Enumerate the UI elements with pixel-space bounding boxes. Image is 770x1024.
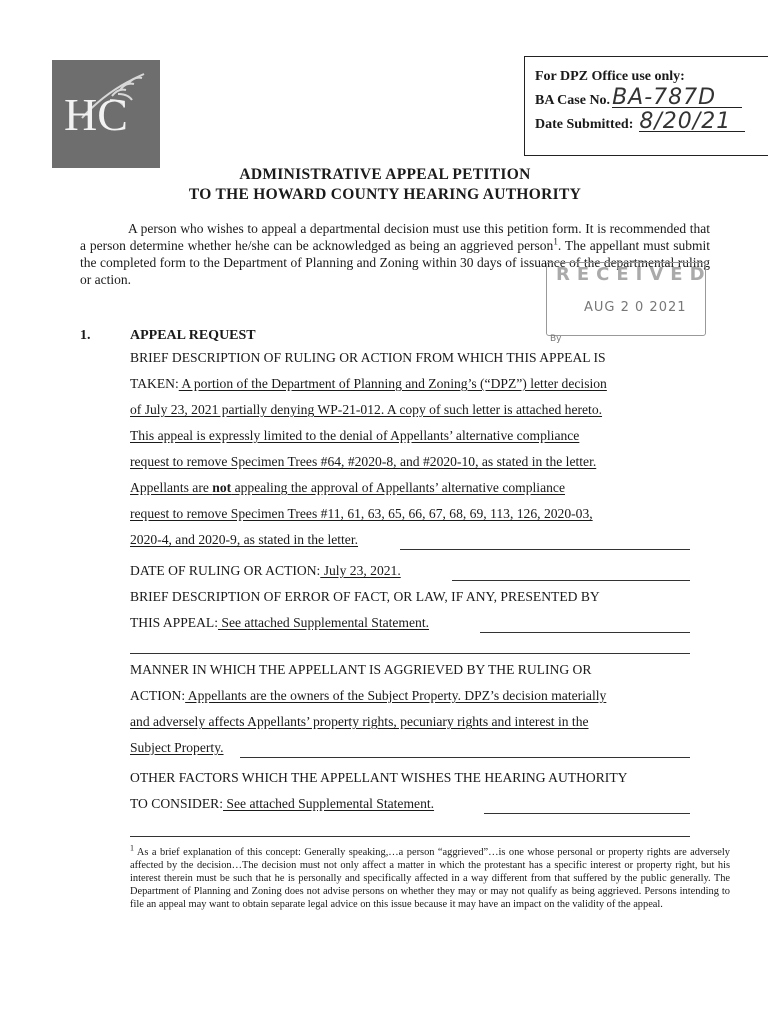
to-consider-label: TO CONSIDER: <box>130 796 224 811</box>
ruling-row-7: 2020-4, and 2020-9, as stated in the letter. <box>130 532 359 547</box>
date-submitted-label: Date Submitted: <box>535 117 634 132</box>
taken-label: TAKEN: <box>130 376 179 391</box>
case-number-label: BA Case No. <box>535 93 611 108</box>
document-title: ADMINISTRATIVE APPEAL PETITION <box>239 166 531 183</box>
svg-text:HC: HC <box>64 89 128 140</box>
wheat-logo-icon <box>52 60 160 168</box>
footnote <box>130 843 730 911</box>
stamp-by: By <box>550 334 562 344</box>
manner-row-3: Subject Property. <box>130 740 224 755</box>
ruling-row-4: request to remove Specimen Trees #64, #2020-8, and #2020-10, as stated in the letter. <box>130 454 597 469</box>
date-submitted-value: 8/20/21 <box>639 113 745 132</box>
other-factors-value: See attached Supplemental Statement. <box>223 796 435 811</box>
other-factors-label: OTHER FACTORS WHICH THE APPELLANT WISHES THE HEARING AUTHORITY <box>130 770 628 785</box>
action-label: ACTION: <box>130 688 186 703</box>
footnote-ref: 1 <box>553 236 558 247</box>
case-number-value: BA-787D <box>612 89 742 108</box>
stamp-date: AUG 2 0 2021 <box>584 300 687 315</box>
howard-county-logo <box>52 60 160 168</box>
ruling-fill-1: A portion of the Department of Planning and Zoning’s (“DPZ”) letter decision <box>178 376 607 391</box>
manner-row-2: and adversely affects Appellants’ property rights, pecuniary rights and interest in the <box>130 714 589 729</box>
other-factors-row <box>130 796 690 812</box>
received-stamp <box>546 258 712 356</box>
office-use-box <box>524 56 768 156</box>
ruling-row-3: This appeal is expressly limited to the denial of Appellants’ alternative compliance <box>130 428 580 443</box>
footnote-marker: 1 <box>130 843 134 853</box>
error-blank-line <box>130 653 690 654</box>
manner-row-1: ACTION: Appellants are the owners of the Subject Property. DPZ’s decision materially <box>130 688 607 703</box>
ruling-blank-line <box>400 549 690 550</box>
intro-text: A person who wishes to appeal a departmental decision must use this petition form. It is recommended that a person determine whether he/she can be acknowledged as being an aggrieved person <box>80 221 710 253</box>
date-of-ruling-row <box>130 563 690 579</box>
office-use-heading: For DPZ Office use only: <box>535 69 685 84</box>
date-submitted-row <box>535 109 768 137</box>
footnote-divider <box>130 836 690 837</box>
date-of-ruling-value: July 23, 2021. <box>320 563 401 578</box>
manner-label: MANNER IN WHICH THE APPELLANT IS AGGRIEVED BY THE RULING OR <box>130 662 592 677</box>
stamp-received-text: RECEIVED <box>556 264 712 285</box>
section-number: 1. <box>80 328 91 343</box>
ruling-label: BRIEF DESCRIPTION OF RULING OR ACTION FROM WHICH THIS APPEAL IS <box>130 350 606 365</box>
ruling-row-1 <box>130 376 690 392</box>
document-subtitle: TO THE HOWARD COUNTY HEARING AUTHORITY <box>188 186 582 203</box>
error-label: BRIEF DESCRIPTION OF ERROR OF FACT, OR LAW, IF ANY, PRESENTED BY <box>130 589 600 604</box>
error-value: See attached Supplemental Statement. <box>218 615 430 630</box>
ruling-row-2: of July 23, 2021 partially denying WP-21-012. A copy of such letter is attached hereto. <box>130 402 603 417</box>
this-appeal-label: THIS APPEAL: <box>130 615 218 630</box>
intro-text-continued: . The appellant must submit the completed form to the Department of Planning and Zoning within 30 days of issuance of the departmental ruling or action. <box>80 238 711 287</box>
error-row <box>130 615 690 631</box>
footnote-text: As a brief explanation of this concept: Generally speaking,…a person “aggrieved”…is one whose personal or property rights are adversely affected by the decision…The decision must not only affect a matter in which the protestant has a specific interest or property right, but his interest therein must be such that he is personally and specifically affected in a way different from that suffered by the public generally. The Department of Planning and Zoning does not advise persons on whether they may or may not qualify as being aggrieved. Persons intending to file an appeal may want to obtain separate legal advice on this issue because it may have an impact on the validity of the appeal. <box>130 847 730 910</box>
ruling-row-5: Appellants are not appealing the approval of Appellants’ alternative compliance <box>130 480 565 495</box>
ruling-row-6: request to remove Specimen Trees #11, 61, 63, 65, 66, 67, 68, 69, 113, 126, 2020-03, <box>130 506 593 521</box>
date-of-ruling-label: DATE OF RULING OR ACTION: <box>130 563 321 578</box>
section-heading: APPEAL REQUEST <box>130 328 256 343</box>
